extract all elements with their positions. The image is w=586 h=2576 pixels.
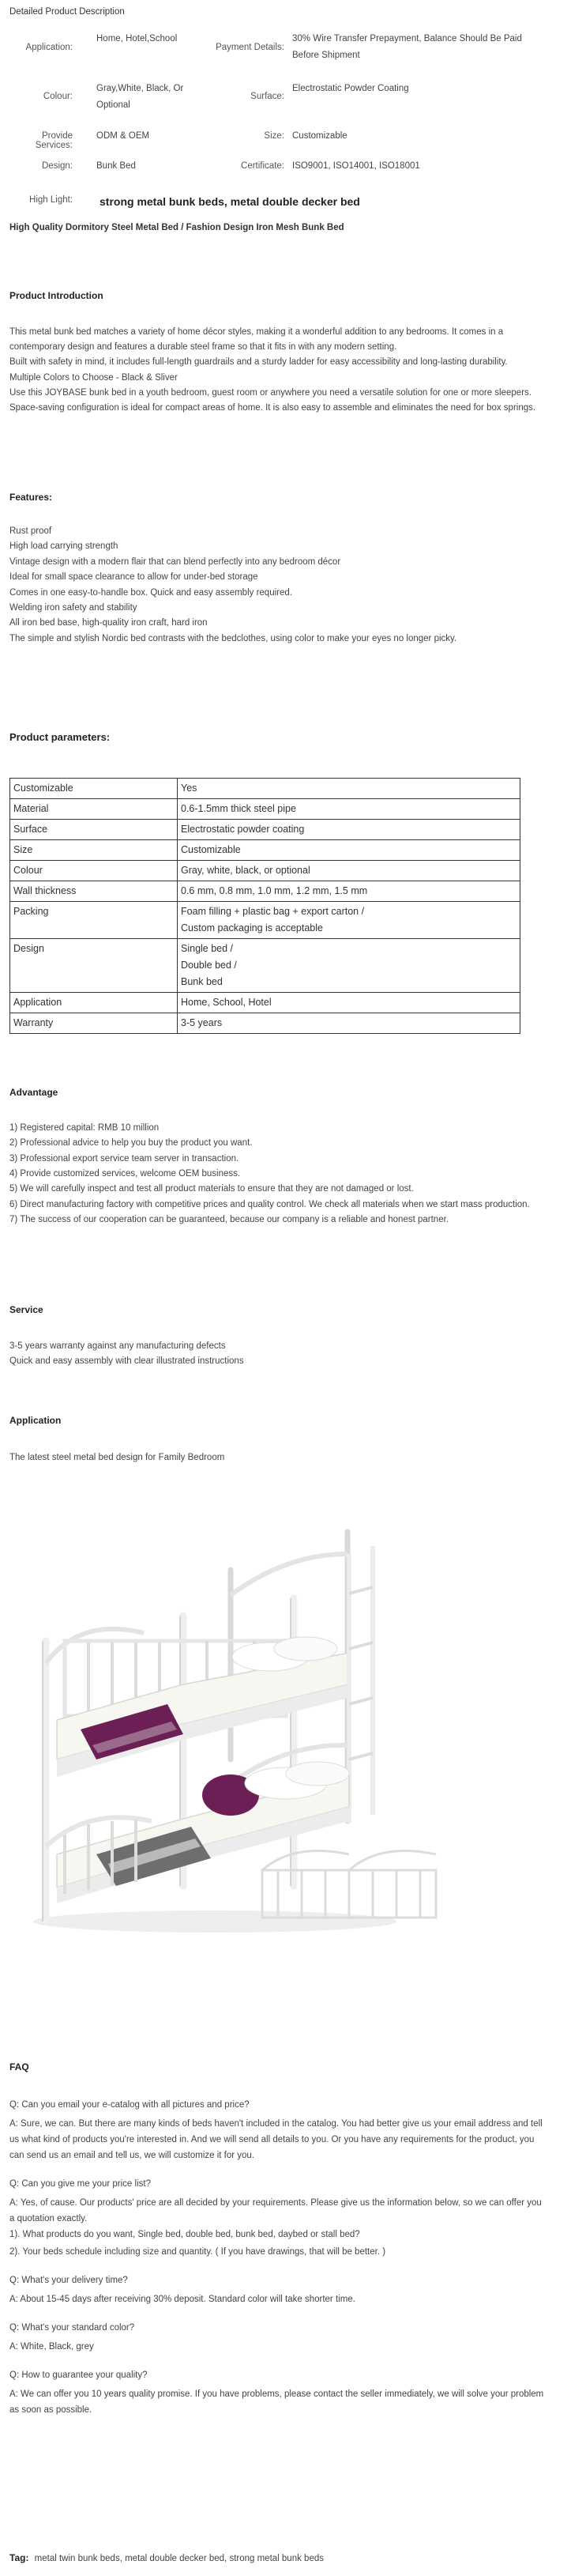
parameter-key: Design xyxy=(10,939,178,993)
parameters-title: Product parameters: xyxy=(9,731,111,743)
parameter-value: 0.6 mm, 0.8 mm, 1.0 mm, 1.2 mm, 1.5 mm xyxy=(178,881,520,902)
faq-answer: 1). What products do you want, Single bed, double bed, bunk bed, daybed or stall bed? xyxy=(9,2230,360,2239)
size-value: Customizable xyxy=(292,131,347,141)
parameter-row xyxy=(10,902,520,939)
parameter-key: Colour xyxy=(10,861,178,881)
parameter-row xyxy=(10,779,520,799)
colour-value-2: Optional xyxy=(96,100,130,110)
faq-answer: as soon as possible. xyxy=(9,2405,92,2415)
features-title: Features: xyxy=(9,492,53,503)
service-title: Service xyxy=(9,1304,43,1315)
intro-line: contemporary design and features a durable steel frame so that it fits in with any modern setting. xyxy=(9,342,397,353)
faq-answer: can send us an email and tell us, we will customize it for you. xyxy=(9,2151,255,2160)
parameter-row xyxy=(10,861,520,881)
faq-answer: A: We can offer you 10 years quality promise. If you have problems, please contact the seller immediately, we will solve your problem xyxy=(9,2389,544,2399)
parameter-row xyxy=(10,840,520,861)
parameter-value: Electrostatic powder coating xyxy=(178,820,520,840)
tag-line: Tag: metal twin bunk beds, metal double decker bed, strong metal bunk beds xyxy=(9,2552,324,2563)
advantage-title: Advantage xyxy=(9,1087,58,1098)
faq-question: Q: What's your delivery time? xyxy=(9,2276,128,2285)
parameter-value: Foam filling + plastic bag + export carton / Custom packaging is acceptable xyxy=(178,902,520,939)
tag-label: Tag: xyxy=(9,2552,29,2563)
features-line: Welding iron safety and stability xyxy=(9,603,137,613)
faq-answer: A: Yes, of cause. Our products' price are all decided by your requirements. Please give us the information below, so we can offer you xyxy=(9,2198,542,2208)
faq-answer: a quotation exactly. xyxy=(9,2214,88,2223)
parameters-table xyxy=(9,778,520,1034)
parameter-key: Application xyxy=(10,993,178,1013)
services-value: ODM & OEM xyxy=(96,131,150,141)
parameter-key: Warranty xyxy=(10,1013,178,1034)
parameter-value: Yes xyxy=(178,779,520,799)
faq-answer: A: About 15-45 days after receiving 30% deposit. Standard color will take shorter time. xyxy=(9,2295,355,2304)
design-label: Design: xyxy=(42,161,73,171)
intro-line: Use this JOYBASE bunk bed in a youth bedroom, guest room or anywhere you need a versatile solution for one or more sleepers. xyxy=(9,387,532,398)
application-value: Home, Hotel,School xyxy=(96,34,178,43)
parameter-row xyxy=(10,799,520,820)
intro-title: Product Introduction xyxy=(9,290,103,301)
tag-link-2[interactable]: metal double decker bed xyxy=(125,2554,225,2563)
intro-line: Built with safety in mind, it includes full-length guardrails and a sturdy ladder for easy accessibility and long-lasting durability. xyxy=(9,357,508,368)
certificate-label: Certificate: xyxy=(241,161,284,171)
intro-line: Multiple Colors to Choose - Black & Sliver xyxy=(9,372,178,383)
size-label: Size: xyxy=(264,131,284,141)
parameter-value: Home, School, Hotel xyxy=(178,993,520,1013)
parameter-key: Wall thickness xyxy=(10,881,178,902)
parameter-value: 0.6-1.5mm thick steel pipe xyxy=(178,799,520,820)
parameter-value: 3-5 years xyxy=(178,1013,520,1034)
advantage-line: 2) Professional advice to help you buy the product you want. xyxy=(9,1138,253,1148)
faq-answer: A: White, Black, grey xyxy=(9,2342,94,2352)
surface-label: Surface: xyxy=(250,92,284,101)
colour-label: Colour: xyxy=(43,92,73,101)
highlight-label: High Light: xyxy=(29,195,73,205)
parameter-key: Size xyxy=(10,840,178,861)
parameter-row xyxy=(10,820,520,840)
parameter-row xyxy=(10,993,520,1013)
faq-title: FAQ xyxy=(9,2061,29,2072)
service-line: Quick and easy assembly with clear illustrated instructions xyxy=(9,1356,244,1366)
parameter-value: Customizable xyxy=(178,840,520,861)
page-title: Detailed Product Description xyxy=(9,7,125,17)
parameter-value: Gray, white, black, or optional xyxy=(178,861,520,881)
parameter-row xyxy=(10,1013,520,1034)
parameter-key: Packing xyxy=(10,902,178,939)
faq-question: Q: Can you give me your price list? xyxy=(9,2179,151,2189)
services-label: Provide Services: xyxy=(35,131,73,150)
product-headline: High Quality Dormitory Steel Metal Bed / Fashion Design Iron Mesh Bunk Bed xyxy=(9,223,344,232)
parameter-key: Material xyxy=(10,799,178,820)
advantage-line: 7) The success of our cooperation can be guaranteed, because our company is a reliable and honest partner. xyxy=(9,1214,449,1224)
certificate-value: ISO9001, ISO14001, ISO18001 xyxy=(292,161,420,171)
payment-value-2: Before Shipment xyxy=(292,51,360,60)
service-line: 3-5 years warranty against any manufacturing defects xyxy=(9,1341,226,1351)
parameter-value: Single bed / Double bed / Bunk bed xyxy=(178,939,520,993)
features-line: Rust proof xyxy=(9,526,52,536)
advantage-line: 5) We will carefully inspect and test all product materials to ensure that they are not damaged or lost. xyxy=(9,1184,414,1194)
application-label: Application: xyxy=(25,43,73,52)
highlight-values: strong metal bunk beds, metal double decker bed xyxy=(100,195,360,208)
faq-answer: A: Sure, we can. But there are many kinds of beds haven't included in the catalog. You had better give us your email address and tell xyxy=(9,2119,543,2129)
faq-answer: 2). Your beds schedule including size and quantity. ( If you have drawings, that will be better. ) xyxy=(9,2247,386,2257)
faq-question: Q: Can you email your e-catalog with all pictures and price? xyxy=(9,2100,250,2110)
faq-answer: us what kind of products you're interested in. And we will send all details to you. Or you have any requirements for the product, you xyxy=(9,2135,535,2144)
surface-value: Electrostatic Powder Coating xyxy=(292,84,409,93)
features-line: Comes in one easy-to-handle box. Quick and easy assembly required. xyxy=(9,587,292,598)
tag-link-1[interactable]: metal twin bunk beds xyxy=(34,2554,120,2563)
features-line: High load carrying strength xyxy=(9,541,118,552)
advantage-line: 6) Direct manufacturing factory with competitive prices and quality control. We check all materials when we start mass production. xyxy=(9,1199,530,1209)
payment-label: Payment Details: xyxy=(216,43,284,52)
intro-line: This metal bunk bed matches a variety of home décor styles, making it a wonderful addition to any bedrooms. It comes in a xyxy=(9,327,504,337)
advantage-line: 1) Registered capital: RMB 10 million xyxy=(9,1123,160,1133)
highlight-link-1[interactable]: strong metal bunk beds xyxy=(100,195,224,208)
features-line: Vintage design with a modern flair that can blend perfectly into any bedroom décor xyxy=(9,556,341,567)
faq-question: Q: What's your standard color? xyxy=(9,2323,135,2333)
advantage-line: 3) Professional export service team server in transaction. xyxy=(9,1153,239,1164)
parameter-row xyxy=(10,881,520,902)
tag-link-3[interactable]: strong metal bunk beds xyxy=(229,2554,324,2563)
parameter-row xyxy=(10,939,520,993)
advantage-line: 4) Provide customized services, welcome OEM business. xyxy=(9,1168,241,1179)
features-line: The simple and stylish Nordic bed contrasts with the bedclothes, using color to make your eyes no longer picky. xyxy=(9,633,457,643)
design-value: Bunk Bed xyxy=(96,161,136,171)
faq-question: Q: How to guarantee your quality? xyxy=(9,2370,148,2380)
features-line: Ideal for small space clearance to allow for under-bed storage xyxy=(9,572,258,583)
intro-line: Space-saving configuration is ideal for compact areas of home. It is also easy to assemble and eliminates the need for box springs. xyxy=(9,403,536,413)
parameter-key: Surface xyxy=(10,820,178,840)
payment-value-1: 30% Wire Transfer Prepayment, Balance Should Be Paid xyxy=(292,34,522,43)
features-line: All iron bed base, high-quality iron craft, hard iron xyxy=(9,618,208,628)
parameter-key: Customizable xyxy=(10,779,178,799)
highlight-link-2[interactable]: metal double decker bed xyxy=(230,195,360,208)
application-line: The latest steel metal bed design for Family Bedroom xyxy=(9,1453,225,1462)
application-title: Application xyxy=(9,1415,62,1426)
colour-value-1: Gray,White, Black, Or xyxy=(96,84,184,93)
product-photo-bunk-bed xyxy=(33,1522,444,1949)
